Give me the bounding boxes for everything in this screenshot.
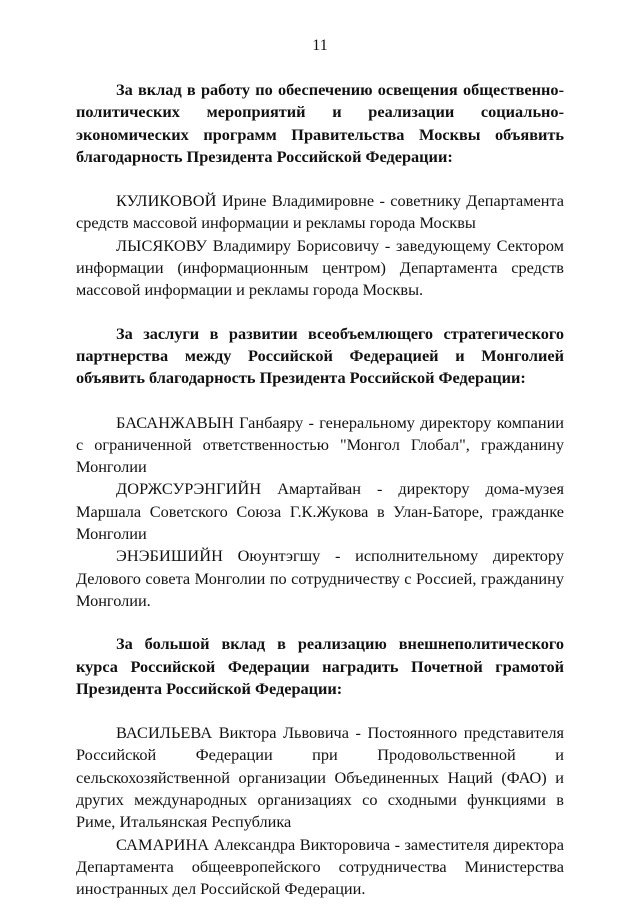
award-entry xyxy=(76,190,564,235)
award-entry xyxy=(76,834,564,901)
recipient-details: Ганбаяру - генеральному директору компании с ограниченной ответственностью "Монгол Глобал", гражданину Монголии xyxy=(76,412,564,477)
award-list xyxy=(76,722,564,900)
section-heading: За заслуги в развитии всеобъемлющего стратегического партнерства между Российской Федерацией и Монголией объявить благодарность Президента Российской Федерации: xyxy=(76,323,564,388)
recipient-surname: САМАРИНА xyxy=(116,834,210,854)
award-entry xyxy=(76,722,564,833)
recipient-surname: ДОРЖСУРЭНГИЙН xyxy=(116,479,262,499)
award-entry xyxy=(76,412,564,479)
recipient-details: Оюунтэгшу - исполнительному директору Делового совета Монголии по сотрудничеству с Россией, гражданину Монголии. xyxy=(76,546,564,610)
section-heading: За вклад в работу по обеспечению освещения общественно-политических мероприятий и реализации социально-экономических программ Правительства Москвы объявить благодарность Президента Российской Федерации: xyxy=(76,80,564,166)
recipient-details: Амартайван - директору дома-музея Маршала Советского Союза Г.К.Жукова в Улан-Баторе, гражданке Монголии xyxy=(76,479,564,544)
recipient-details: Владимиру Борисовичу - заведующему Сектором информации (информационным центром) Департамента средств массовой информации и рекламы города Москвы. xyxy=(76,235,564,300)
recipient-details: Виктора Львовича - Постоянного представителя Российской Федерации при Продовольственной и сельскохозяйственной организации Объединенных Наций (ФАО) и других международных организациях со сходными функциями в Риме, Итальянская Республика xyxy=(76,723,564,832)
award-entry xyxy=(76,545,564,612)
document-body xyxy=(76,79,564,901)
section-heading: За большой вклад в реализацию внешнеполитического курса Российской Федерации наградить Почетной грамотой Президента Российской Федерации: xyxy=(76,634,564,698)
recipient-surname: ВАСИЛЬЕВА xyxy=(116,723,213,743)
recipient-details: Ирине Владимировне - советнику Департамента средств массовой информации и рекламы города Москвы xyxy=(76,191,564,233)
award-list xyxy=(76,190,564,301)
award-entry xyxy=(76,235,564,302)
recipient-surname: ЭНЭБИШИЙН xyxy=(116,546,223,566)
page-number: 11 xyxy=(312,37,328,54)
recipient-details: Александра Викторовича - заместителя директора Департамента общеевропейского сотрудничества Министерства иностранных дел Российской Федерации. xyxy=(76,834,564,899)
recipient-surname: БАСАНЖАВЫН xyxy=(116,412,234,432)
award-list xyxy=(76,412,564,613)
recipient-surname: ЛЫСЯКОВУ xyxy=(116,235,208,255)
award-entry xyxy=(76,478,564,545)
recipient-surname: КУЛИКОВОЙ xyxy=(116,191,217,211)
